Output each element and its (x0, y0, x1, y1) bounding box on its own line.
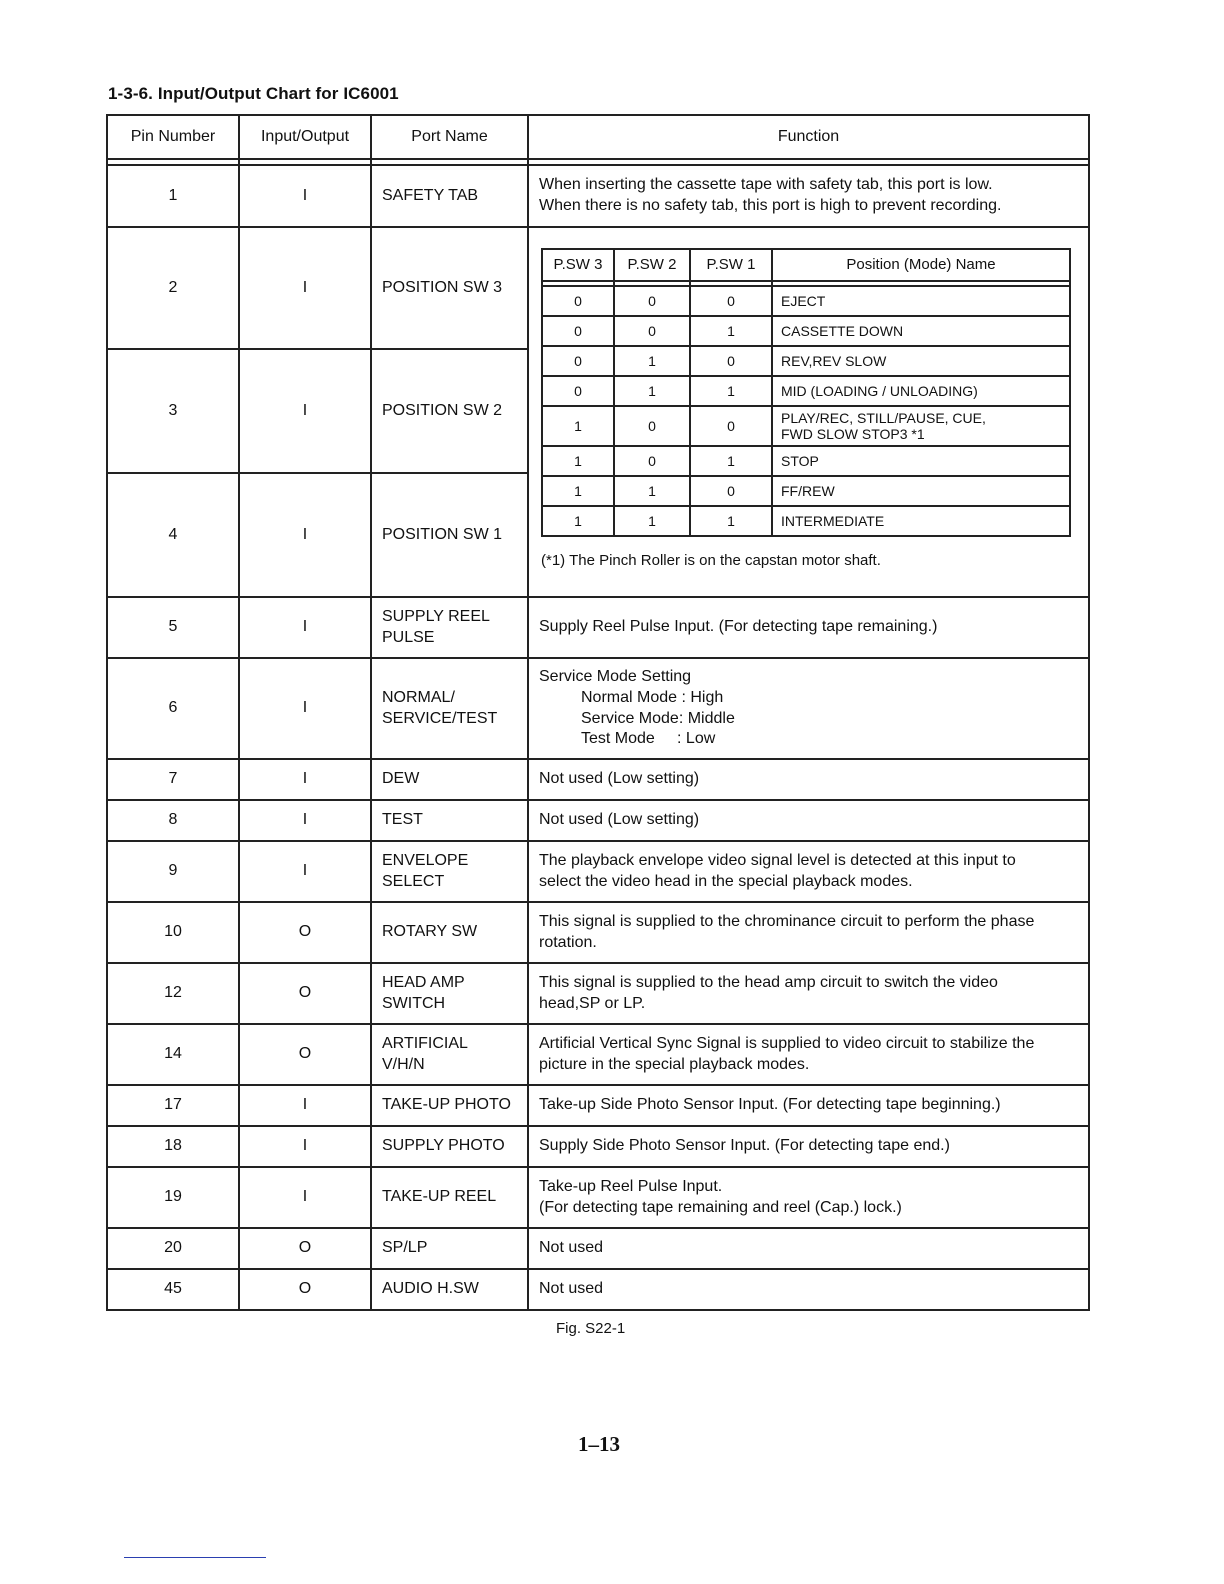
function-text: Take-up Side Photo Sensor Input. (For detecting tape beginning.) (528, 1085, 1089, 1126)
port-name-line: ARTIFICIAL (382, 1034, 468, 1052)
function-line: picture in the special playback modes. (539, 1055, 810, 1073)
port-name-line: NORMAL/ (382, 688, 455, 706)
psw1-value: 0 (690, 476, 772, 506)
pin-number: 14 (107, 1024, 239, 1085)
pos-row (542, 506, 1070, 536)
io-chart-table (106, 114, 1090, 1311)
pos-header-psw3: P.SW 3 (542, 249, 614, 281)
port-name-line: SERVICE/TEST (382, 709, 498, 727)
table-row (107, 165, 1089, 227)
port-name: ROTARY SW (371, 902, 528, 963)
psw3-value: 0 (542, 376, 614, 406)
psw2-value: 1 (614, 476, 690, 506)
port-name-line: HEAD AMP (382, 973, 465, 991)
io-type: O (239, 963, 371, 1024)
pinch-roller-note: (*1) The Pinch Roller is on the capstan motor shaft. (541, 552, 881, 569)
port-name: DEW (371, 759, 528, 800)
header-function: Function (528, 115, 1089, 159)
function-line: Artificial Vertical Sync Signal is supplied to video circuit to stabilize the (539, 1034, 1035, 1052)
pin-number: 6 (107, 658, 239, 759)
mode-name: MID (LOADING / UNLOADING) (772, 376, 1070, 406)
mode-name: INTERMEDIATE (772, 506, 1070, 536)
header-port-name: Port Name (371, 115, 528, 159)
function-text (528, 165, 1089, 227)
psw3-value: 1 (542, 506, 614, 536)
header-pin-number: Pin Number (107, 115, 239, 159)
pin-number: 2 (107, 227, 239, 349)
psw2-value: 0 (614, 286, 690, 316)
io-type: I (239, 658, 371, 759)
psw2-value: 0 (614, 446, 690, 476)
port-name: TEST (371, 800, 528, 841)
function-line: This signal is supplied to the head amp circuit to switch the video (539, 973, 998, 991)
psw2-value: 0 (614, 316, 690, 346)
pos-row (542, 446, 1070, 476)
psw2-value: 0 (614, 406, 690, 446)
function-line: (For detecting tape remaining and reel (Cap.) lock.) (539, 1198, 902, 1216)
io-type: I (239, 473, 371, 597)
function-line: The playback envelope video signal level is detected at this input to (539, 851, 1016, 869)
io-type: I (239, 841, 371, 902)
port-name (371, 841, 528, 902)
io-type: I (239, 227, 371, 349)
pos-row (542, 376, 1070, 406)
footer-rule (124, 1557, 266, 1558)
psw1-value: 1 (690, 316, 772, 346)
function-line: select the video head in the special playback modes. (539, 872, 913, 890)
port-name-line: SELECT (382, 872, 445, 890)
pin-number: 20 (107, 1228, 239, 1269)
pos-row (542, 406, 1070, 446)
mode-name: FF/REW (772, 476, 1070, 506)
port-name (371, 963, 528, 1024)
port-name-line: SUPPLY REEL (382, 607, 490, 625)
function-text: Not used (528, 1269, 1089, 1310)
port-name (371, 1024, 528, 1085)
header-row (107, 115, 1089, 159)
table-row (107, 841, 1089, 902)
port-name: TAKE-UP REEL (371, 1167, 528, 1228)
pos-row (542, 316, 1070, 346)
psw1-value: 1 (690, 506, 772, 536)
function-text (528, 902, 1089, 963)
pos-row (542, 346, 1070, 376)
pin-number: 4 (107, 473, 239, 597)
function-text (528, 1024, 1089, 1085)
table-row (107, 597, 1089, 658)
mode-name-line: FWD SLOW STOP3 *1 (781, 426, 925, 442)
io-type: I (239, 349, 371, 473)
pos-header-psw1: P.SW 1 (690, 249, 772, 281)
io-type: O (239, 1024, 371, 1085)
function-text (528, 1167, 1089, 1228)
io-type: I (239, 165, 371, 227)
port-name-line: SWITCH (382, 994, 446, 1012)
table-row (107, 658, 1089, 759)
position-mode-table (541, 248, 1071, 537)
table-row (107, 1085, 1089, 1126)
mode-name: EJECT (772, 286, 1070, 316)
psw1-value: 0 (690, 346, 772, 376)
mode-name (772, 406, 1070, 446)
psw1-value: 0 (690, 406, 772, 446)
mode-name: CASSETTE DOWN (772, 316, 1070, 346)
pin-number: 12 (107, 963, 239, 1024)
psw1-value: 0 (690, 286, 772, 316)
port-name-line: ENVELOPE (382, 851, 469, 869)
function-text: Not used (Low setting) (528, 759, 1089, 800)
io-type: I (239, 1126, 371, 1167)
page-number: 1–13 (578, 1432, 620, 1456)
port-name: TAKE-UP PHOTO (371, 1085, 528, 1126)
function-text: Supply Reel Pulse Input. (For detecting tape remaining.) (528, 597, 1089, 658)
table-row (107, 1024, 1089, 1085)
psw3-value: 0 (542, 316, 614, 346)
table-row (107, 902, 1089, 963)
psw3-value: 1 (542, 446, 614, 476)
port-name: SP/LP (371, 1228, 528, 1269)
pos-header-psw2: P.SW 2 (614, 249, 690, 281)
table-row (107, 1228, 1089, 1269)
port-name: SUPPLY PHOTO (371, 1126, 528, 1167)
io-type: I (239, 1167, 371, 1228)
psw3-value: 0 (542, 346, 614, 376)
function-text: Supply Side Photo Sensor Input. (For detecting tape end.) (528, 1126, 1089, 1167)
table-row (107, 963, 1089, 1024)
pin-number: 17 (107, 1085, 239, 1126)
port-name-line: PULSE (382, 628, 435, 646)
figure-label: Fig. S22-1 (556, 1320, 626, 1337)
function-text (528, 841, 1089, 902)
table-row (107, 800, 1089, 841)
pos-header-mode-name: Position (Mode) Name (772, 249, 1070, 281)
pin-number: 7 (107, 759, 239, 800)
pos-row (542, 476, 1070, 506)
psw3-value: 1 (542, 406, 614, 446)
psw2-value: 1 (614, 346, 690, 376)
header-input-output: Input/Output (239, 115, 371, 159)
table-row (107, 1269, 1089, 1310)
position-switch-function (528, 227, 1089, 597)
service-mode-function (528, 658, 1089, 759)
pin-number: 8 (107, 800, 239, 841)
io-type: I (239, 1085, 371, 1126)
function-line: rotation. (539, 933, 597, 951)
io-type: I (239, 800, 371, 841)
pos-row (542, 286, 1070, 316)
table-row (107, 759, 1089, 800)
pin-number: 3 (107, 349, 239, 473)
pin-number: 45 (107, 1269, 239, 1310)
function-line: When inserting the cassette tape with safety tab, this port is low. (539, 176, 993, 194)
io-type: O (239, 1228, 371, 1269)
port-name-line: V/H/N (382, 1055, 425, 1073)
port-name: POSITION SW 1 (371, 473, 528, 597)
pin-number: 1 (107, 165, 239, 227)
function-line: head,SP or LP. (539, 994, 646, 1012)
service-mode-line: Service Mode: Middle (581, 709, 735, 727)
port-name: SAFETY TAB (371, 165, 528, 227)
function-line: This signal is supplied to the chrominance circuit to perform the phase (539, 912, 1035, 930)
psw1-value: 1 (690, 376, 772, 406)
normal-mode-line: Normal Mode : High (581, 688, 724, 706)
pin-number: 18 (107, 1126, 239, 1167)
table-row (107, 1126, 1089, 1167)
io-type: O (239, 902, 371, 963)
table-row (107, 1167, 1089, 1228)
mode-name: REV,REV SLOW (772, 346, 1070, 376)
port-name: POSITION SW 3 (371, 227, 528, 349)
port-name (371, 658, 528, 759)
pin-number: 5 (107, 597, 239, 658)
io-type: I (239, 597, 371, 658)
port-name (371, 597, 528, 658)
test-mode-line: Test Mode : Low (581, 730, 716, 748)
function-text (528, 963, 1089, 1024)
mode-name-line: PLAY/REC, STILL/PAUSE, CUE, (781, 409, 986, 426)
function-text: Not used (528, 1228, 1089, 1269)
section-title: 1-3-6. Input/Output Chart for IC6001 (108, 84, 399, 103)
service-mode-title: Service Mode Setting (539, 667, 692, 685)
table-row (107, 227, 1089, 349)
io-type: O (239, 1269, 371, 1310)
psw2-value: 1 (614, 376, 690, 406)
port-name: AUDIO H.SW (371, 1269, 528, 1310)
psw1-value: 1 (690, 446, 772, 476)
function-text: Not used (Low setting) (528, 800, 1089, 841)
pin-number: 10 (107, 902, 239, 963)
mode-name: STOP (772, 446, 1070, 476)
psw2-value: 1 (614, 506, 690, 536)
function-line: When there is no safety tab, this port is high to prevent recording. (539, 197, 1002, 214)
pin-number: 9 (107, 841, 239, 902)
function-line: Take-up Reel Pulse Input. (539, 1177, 723, 1195)
pin-number: 19 (107, 1167, 239, 1228)
psw3-value: 0 (542, 286, 614, 316)
port-name: POSITION SW 2 (371, 349, 528, 473)
psw3-value: 1 (542, 476, 614, 506)
io-type: I (239, 759, 371, 800)
